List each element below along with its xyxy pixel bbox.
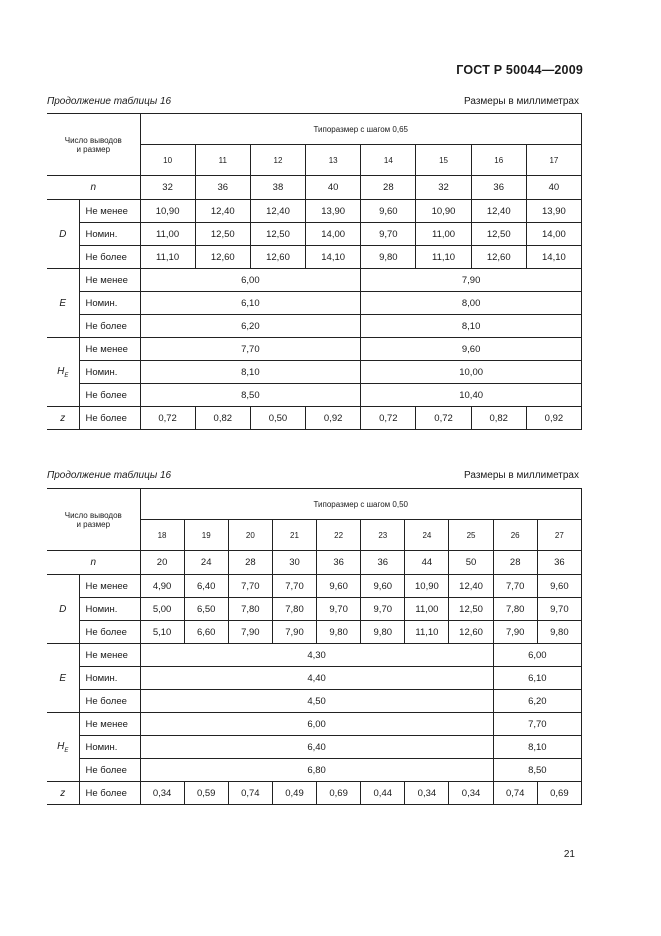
d-symbol: D [47, 200, 79, 269]
value-cell: 12,40 [449, 575, 493, 598]
value-cell: 9,60 [537, 575, 581, 598]
dimensions-table-1 [47, 113, 582, 430]
value-cell: 11,00 [405, 598, 449, 621]
size-cell: 23 [361, 520, 405, 551]
row-label: Не менее [79, 200, 140, 223]
z-row [47, 782, 582, 805]
value-cell: 6,60 [184, 621, 228, 644]
n-cell: 28 [493, 551, 537, 575]
e-row-nom [47, 667, 582, 690]
value-cell: 8,10 [493, 736, 581, 759]
he-symbol: $H_E$ [47, 338, 79, 407]
corner-line-1: Число выводов [64, 510, 122, 520]
value-cell: 0,74 [493, 782, 537, 805]
row-label: Не менее [79, 338, 140, 361]
value-cell: 12,60 [471, 246, 526, 269]
z-symbol: z [47, 782, 79, 805]
value-cell: 6,50 [184, 598, 228, 621]
value-cell: 4,30 [140, 644, 493, 667]
corner-line-1: Число выводов [64, 135, 122, 145]
value-cell: 6,10 [493, 667, 581, 690]
row-label: Номин. [79, 598, 140, 621]
value-cell: 4,50 [140, 690, 493, 713]
value-cell: 9,80 [361, 246, 416, 269]
e-symbol: E [47, 644, 79, 713]
corner-line-2: и размер [76, 519, 111, 529]
value-cell: 10,90 [416, 200, 471, 223]
size-cell: 22 [317, 520, 361, 551]
row-label: Номин. [79, 223, 140, 246]
value-cell: 0,74 [228, 782, 272, 805]
value-cell: 10,90 [405, 575, 449, 598]
value-cell: 12,60 [250, 246, 305, 269]
size-cell: 19 [184, 520, 228, 551]
value-cell: 12,50 [449, 598, 493, 621]
value-cell: 8,00 [361, 292, 582, 315]
value-cell: 12,50 [250, 223, 305, 246]
value-cell: 12,50 [195, 223, 250, 246]
n-cell: 36 [361, 551, 405, 575]
value-cell: 11,10 [405, 621, 449, 644]
n-cell: 32 [416, 176, 471, 200]
size-cell: 18 [140, 520, 184, 551]
size-cell: 27 [537, 520, 581, 551]
size-cell: 14 [361, 145, 416, 176]
value-cell: 14,00 [306, 223, 361, 246]
units-caption: Размеры в миллиметрах [464, 470, 579, 481]
n-cell: 36 [537, 551, 581, 575]
e-row-nom [47, 292, 582, 315]
n-cell: 28 [228, 551, 272, 575]
value-cell: 9,60 [361, 575, 405, 598]
value-cell: 14,10 [526, 246, 581, 269]
value-cell: 7,70 [228, 575, 272, 598]
value-cell: 6,80 [140, 759, 493, 782]
corner-cell [47, 489, 140, 551]
page-number: 21 [563, 849, 575, 860]
value-cell: 0,69 [537, 782, 581, 805]
doc-title: ГОСТ Р 50044—2009 [456, 63, 583, 77]
row-label: Не менее [79, 269, 140, 292]
value-cell: 0,72 [140, 407, 195, 430]
row-label: Не более [79, 315, 140, 338]
value-cell: 6,00 [493, 644, 581, 667]
row-label: Не более [79, 690, 140, 713]
value-cell: 0,34 [405, 782, 449, 805]
size-cell: 15 [416, 145, 471, 176]
d-row-nom [47, 223, 582, 246]
size-cell: 10 [140, 145, 195, 176]
value-cell: 7,90 [228, 621, 272, 644]
table-caption: Продолжение таблицы 16 [47, 470, 172, 481]
n-row [47, 176, 582, 200]
n-cell: 38 [250, 176, 305, 200]
value-cell: 6,00 [140, 713, 493, 736]
value-cell: 0,82 [471, 407, 526, 430]
value-cell: 7,70 [493, 575, 537, 598]
value-cell: 7,90 [272, 621, 316, 644]
value-cell: 7,70 [272, 575, 316, 598]
d-symbol: D [47, 575, 79, 644]
value-cell: 9,80 [361, 621, 405, 644]
value-cell: 9,70 [361, 598, 405, 621]
value-cell: 0,44 [361, 782, 405, 805]
n-symbol: n [47, 176, 140, 200]
value-cell: 7,90 [361, 269, 582, 292]
value-cell: 9,60 [317, 575, 361, 598]
value-cell: 0,92 [306, 407, 361, 430]
value-cell: 10,40 [361, 384, 582, 407]
size-cell: 16 [471, 145, 526, 176]
row-label: Не более [79, 759, 140, 782]
row-label: Не менее [79, 575, 140, 598]
value-cell: 12,60 [449, 621, 493, 644]
corner-line-2: и размер [76, 144, 111, 154]
he-row-min [47, 713, 582, 736]
value-cell: 13,90 [526, 200, 581, 223]
value-cell: 5,10 [140, 621, 184, 644]
row-label: Номин. [79, 292, 140, 315]
size-cell: 13 [306, 145, 361, 176]
value-cell: 12,40 [471, 200, 526, 223]
n-symbol: n [47, 551, 140, 575]
value-cell: 6,20 [493, 690, 581, 713]
group-header: Типоразмер с шагом 0,50 [140, 489, 582, 520]
n-cell: 44 [405, 551, 449, 575]
he-row-nom [47, 736, 582, 759]
row-label: Не более [79, 782, 140, 805]
value-cell: 7,80 [493, 598, 537, 621]
size-cell: 12 [250, 145, 305, 176]
value-cell: 8,10 [361, 315, 582, 338]
row-label: Не более [79, 407, 140, 430]
d-row-min [47, 575, 582, 598]
value-cell: 12,50 [471, 223, 526, 246]
n-row [47, 551, 582, 575]
value-cell: 8,50 [140, 384, 361, 407]
value-cell: 10,00 [361, 361, 582, 384]
value-cell: 8,10 [140, 361, 361, 384]
table-caption: Продолжение таблицы 16 [47, 96, 172, 107]
he-row-nom [47, 361, 582, 384]
row-label: Не более [79, 621, 140, 644]
size-cell: 24 [405, 520, 449, 551]
value-cell: 11,00 [416, 223, 471, 246]
dimensions-table-2 [47, 488, 582, 805]
corner-cell [47, 114, 140, 176]
value-cell: 0,34 [449, 782, 493, 805]
row-label: Номин. [79, 361, 140, 384]
row-label: Не более [79, 384, 140, 407]
value-cell: 0,92 [526, 407, 581, 430]
group-header: Типоразмер с шагом 0,65 [140, 114, 582, 145]
value-cell: 4,90 [140, 575, 184, 598]
value-cell: 6,40 [184, 575, 228, 598]
units-caption: Размеры в миллиметрах [464, 96, 579, 107]
d-row-min [47, 200, 582, 223]
n-cell: 20 [140, 551, 184, 575]
value-cell: 12,40 [195, 200, 250, 223]
value-cell: 9,80 [317, 621, 361, 644]
value-cell: 6,00 [140, 269, 361, 292]
value-cell: 0,50 [250, 407, 305, 430]
value-cell: 6,20 [140, 315, 361, 338]
value-cell: 6,40 [140, 736, 493, 759]
value-cell: 9,60 [361, 200, 416, 223]
size-cell: 17 [526, 145, 581, 176]
size-cell: 20 [228, 520, 272, 551]
value-cell: 0,82 [195, 407, 250, 430]
value-cell: 0,69 [317, 782, 361, 805]
size-cell: 25 [449, 520, 493, 551]
value-cell: 7,80 [228, 598, 272, 621]
value-cell: 5,00 [140, 598, 184, 621]
value-cell: 7,70 [493, 713, 581, 736]
n-cell: 32 [140, 176, 195, 200]
row-label: Номин. [79, 736, 140, 759]
n-cell: 28 [361, 176, 416, 200]
value-cell: 0,34 [140, 782, 184, 805]
row-label: Не менее [79, 644, 140, 667]
value-cell: 10,90 [140, 200, 195, 223]
size-cell: 11 [195, 145, 250, 176]
value-cell: 11,10 [140, 246, 195, 269]
value-cell: 9,60 [361, 338, 582, 361]
value-cell: 9,80 [537, 621, 581, 644]
size-cell: 21 [272, 520, 316, 551]
value-cell: 7,90 [493, 621, 537, 644]
d-row-max [47, 246, 582, 269]
he-row-max [47, 384, 582, 407]
value-cell: 6,10 [140, 292, 361, 315]
e-row-min [47, 269, 582, 292]
n-cell: 50 [449, 551, 493, 575]
d-row-nom [47, 598, 582, 621]
n-cell: 36 [317, 551, 361, 575]
row-label: Не более [79, 246, 140, 269]
value-cell: 12,40 [250, 200, 305, 223]
row-label: Номин. [79, 667, 140, 690]
e-row-max [47, 315, 582, 338]
n-cell: 36 [195, 176, 250, 200]
e-row-max [47, 690, 582, 713]
value-cell: 12,60 [195, 246, 250, 269]
n-cell: 36 [471, 176, 526, 200]
value-cell: 11,00 [140, 223, 195, 246]
value-cell: 9,70 [537, 598, 581, 621]
size-cell: 26 [493, 520, 537, 551]
value-cell: 13,90 [306, 200, 361, 223]
value-cell: 4,40 [140, 667, 493, 690]
e-row-min [47, 644, 582, 667]
value-cell: 7,80 [272, 598, 316, 621]
z-symbol: z [47, 407, 79, 430]
e-symbol: E [47, 269, 79, 338]
value-cell: 9,70 [361, 223, 416, 246]
he-row-min [47, 338, 582, 361]
value-cell: 9,70 [317, 598, 361, 621]
value-cell: 0,72 [361, 407, 416, 430]
value-cell: 0,59 [184, 782, 228, 805]
value-cell: 0,72 [416, 407, 471, 430]
z-row [47, 407, 582, 430]
he-symbol: $H_E$ [47, 713, 79, 782]
row-label: Не менее [79, 713, 140, 736]
n-cell: 24 [184, 551, 228, 575]
n-cell: 40 [526, 176, 581, 200]
value-cell: 0,49 [272, 782, 316, 805]
d-row-max [47, 621, 582, 644]
n-cell: 30 [272, 551, 316, 575]
value-cell: 14,10 [306, 246, 361, 269]
value-cell: 8,50 [493, 759, 581, 782]
he-row-max [47, 759, 582, 782]
value-cell: 7,70 [140, 338, 361, 361]
n-cell: 40 [306, 176, 361, 200]
value-cell: 14,00 [526, 223, 581, 246]
value-cell: 11,10 [416, 246, 471, 269]
